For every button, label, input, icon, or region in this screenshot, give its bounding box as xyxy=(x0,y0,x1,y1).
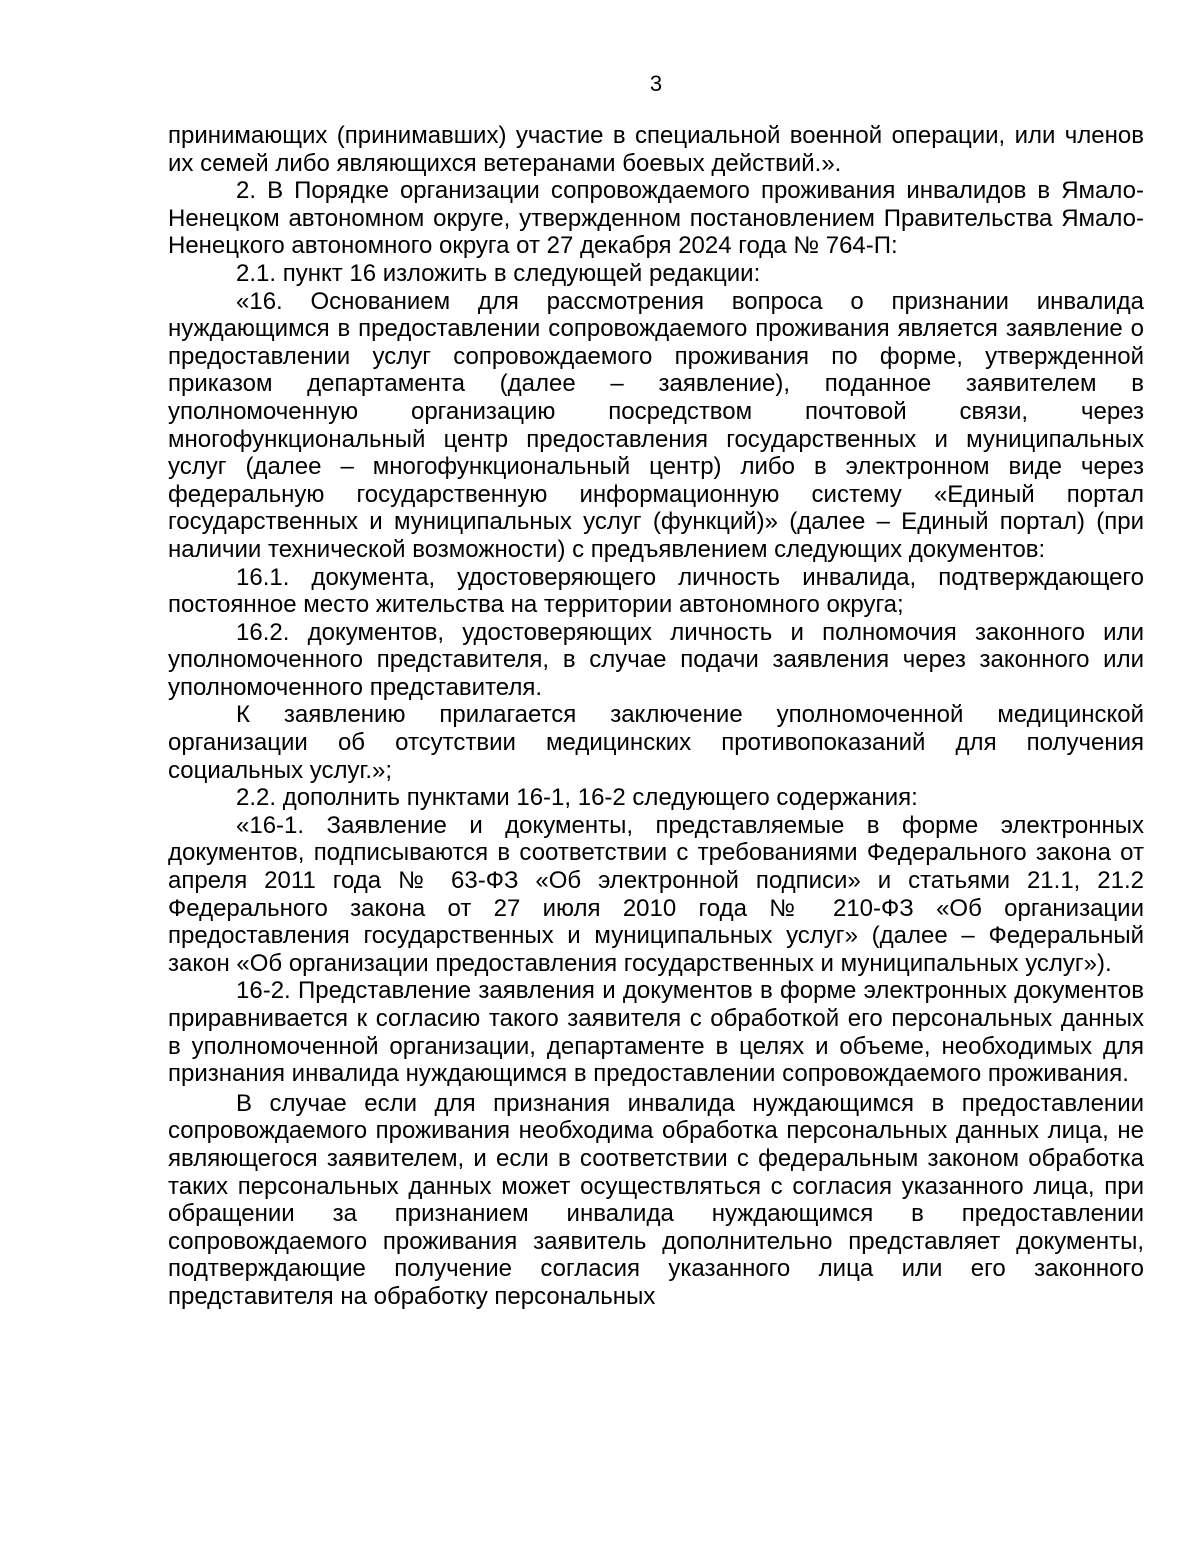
paragraph-item-16: «16. Основанием для рассмотрения вопроса о признании инвалида нуждающимся в предоставлении сопровождаемого проживания является заявление о предоставлении услуг сопровождаемого проживания по форме, утвержденной приказом департамента (далее – заявление), поданное заявителем в уполномоченную организацию посредством почтовой связи, через многофункциональный центр предоставления государственных и муниципальных услуг (далее – многофункциональный центр) либо в электронном виде через федеральную государственную информационную систему «Единый портал государственных и муниципальных услуг (функций)» (далее – Единый портал) (при наличии технической возможности) с предъявлением следующих документов: xyxy=(168,287,1144,563)
paragraph-item-16-1: 16.1. документа, удостоверяющего личность инвалида, подтверждающего постоянное место жительства на территории автономного округа; xyxy=(168,563,1144,619)
paragraph-item-16-2: 16.2. документов, удостоверяющих личность и полномочия законного или уполномоченного представителя, в случае подачи заявления через законного или уполномоченного представителя. xyxy=(168,618,1144,701)
paragraph-item-2-1: 2.1. пункт 16 изложить в следующей редакции: xyxy=(236,259,761,287)
page-number: 3 xyxy=(649,71,663,96)
document-body xyxy=(168,122,1144,1311)
paragraph-item-2: 2. В Порядке организации сопровождаемого проживания инвалидов в Ямало-Ненецком автономном округе, утвержденном постановлением Правительства Ямало-Ненецкого автономного округа от 27 декабря 2024 года № 764-П: xyxy=(168,177,1144,260)
paragraph-continuation: принимающих (принимавших) участие в специальной военной операции, или членов их семей либо являющихся ветеранами боевых действий.». xyxy=(168,122,1144,177)
paragraph-item-16-dash-2: 16-2. Представление заявления и документов в форме электронных документов приравнивается к согласию такого заявителя с обработкой его персональных данных в уполномоченной организации, департаменте в целях и объеме, необходимых для признания инвалида нуждающимся в предоставлении сопровождаемого проживания. xyxy=(168,977,1144,1088)
paragraph-item-2-2: 2.2. дополнить пунктами 16-1, 16-2 следующего содержания: xyxy=(236,784,918,812)
paragraph-item-16-dash-1: «16-1. Заявление и документы, представляемые в форме электронных документов, подписываются в соответствии с требованиями Федерального закона от апреля 2011 года № 63-ФЗ «Об электронной подписи» и статьями 21.1, 21.2 Федерального закона от 27 июля 2010 года № 210-ФЗ «Об организации предоставления государственных и муниципальных услуг» (далее – Федеральный закон «Об организации предоставления государственных и муниципальных услуг»). xyxy=(168,811,1144,977)
paragraph-attachment-note: К заявлению прилагается заключение уполномоченной медицинской организации об отсутствии медицинских противопоказаний для получения социальных услуг.»; xyxy=(168,701,1144,784)
paragraph-personal-data-consent: В случае если для признания инвалида нуждающимся в предоставлении сопровождаемого проживания необходима обработка персональных данных лица, не являющегося заявителем, и если в соответствии с федеральным законом обработка таких персональных данных может осуществляться с согласия указанного лица, при обращении за признанием инвалида нуждающимся в предоставлении сопровождаемого проживания заявитель дополнительно представляет документы, подтверждающие получение согласия указанного лица или его законного представителя на обработку персональных xyxy=(168,1089,1144,1310)
